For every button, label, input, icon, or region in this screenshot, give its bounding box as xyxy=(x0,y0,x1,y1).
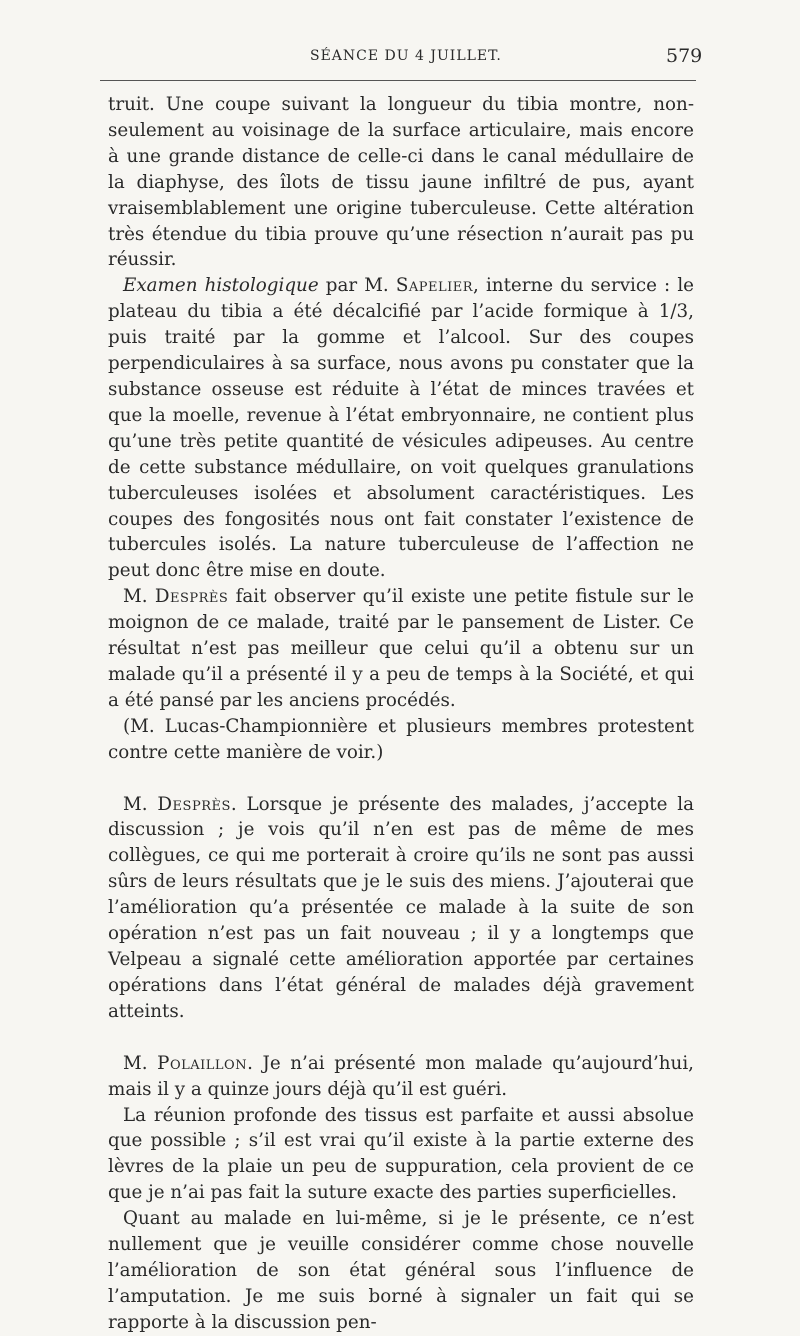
page-number: 579 xyxy=(666,45,703,67)
paragraph-5: M. Desprès. Lorsque je présente des malades, j’accepte la discussion ; je vois qu’il n’en est pas de même de mes collègues, ce qui me porterait à croire qu’ils ne sont pas aussi sûrs de leurs résultats que je le suis des miens. J’ajouterai que l’amélioration qu’a présentée ce malade à la suite de son opération n’est pas un fait nouveau ; il y a longtemps que Velpeau a signalé cette amélioration apportée par certaines opérations dans l’état général de malades déjà gravement atteints. xyxy=(108,793,694,1022)
speaker-name: Desprès xyxy=(157,793,231,815)
paragraph-7: La réunion profonde des tissus est parfaite et aussi absolue que possible ; s’il est vrai qu’il existe à la partie externe des lèvres de la plaie un peu de suppuration, cela provient de ce que je n’ai pas fait la suture exacte des parties superficielles. xyxy=(108,1104,694,1204)
header-rule xyxy=(100,80,696,81)
running-title: SÉANCE DU 4 JUILLET. xyxy=(310,48,502,64)
speaker-name: Desprès xyxy=(154,586,229,608)
speaker-name: Sapelier xyxy=(395,275,474,297)
paragraph-8: Quant au malade en lui-même, si je le présente, ce n’est nullement que je veuille considérer comme chose nouvelle l’amélioration de son état général sous l’influence de l’amputation. Je me suis borné à signaler un fait qui se rapporte à la discussion pen- xyxy=(108,1208,694,1333)
speaker-name: Polaillon xyxy=(157,1052,248,1074)
paragraph-3: M. Desprès fait observer qu’il existe une petite fistule sur le moignon de ce malade, traité par le pansement de Lister. Ce résultat n’est pas meilleur que celui qu’il a obtenu sur un malade qu’il a présenté il y a peu de temps à la Société, et qui a été pansé par les anciens procédés. xyxy=(108,586,694,711)
paragraph-1: truit. Une coupe suivant la longueur du tibia montre, non-seulement au voisinage de la surface articulaire, mais encore à une grande distance de celle-ci dans le canal médullaire de la diaphyse, des îlots de tissu jaune infiltré de pus, ayant vraisemblablement une origine tuberculeuse. Cette altération très étendue du tibia prouve qu’une résection n’aurait pas pu réussir. xyxy=(108,94,694,271)
running-header xyxy=(0,45,800,70)
paragraph-6: M. Polaillon. Je n’ai présenté mon malade qu’aujourd’hui, mais il y a quinze jours déjà qu’il est guéri. xyxy=(108,1052,694,1100)
paragraph-4: (M. Lucas-Championnière et plusieurs membres protestent contre cette manière de voir.) xyxy=(108,715,694,763)
body-text xyxy=(108,92,694,1336)
italic-lead: Examen histologique xyxy=(123,275,319,297)
paragraph-2: Examen histologique par M. Sapelier, interne du service : le plateau du tibia a été décalcifié par l’acide formique à 1/3, puis traité par la gomme et l’alcool. Sur des coupes perpendiculaires à sa surface, nous avons pu constater que la substance osseuse est réduite à l’état de minces travées et que la moelle, revenue à l’état embryonnaire, ne contient plus qu’une très petite quantité de vésicules adipeuses. Au centre de cette substance médullaire, on voit quelques granulations tuberculeuses isolées et absolument caractéristiques. Les coupes des fongosités nous ont fait constater l’existence de tubercules isolés. La nature tuberculeuse de l’affection ne peut donc être mise en doute. xyxy=(108,275,694,582)
